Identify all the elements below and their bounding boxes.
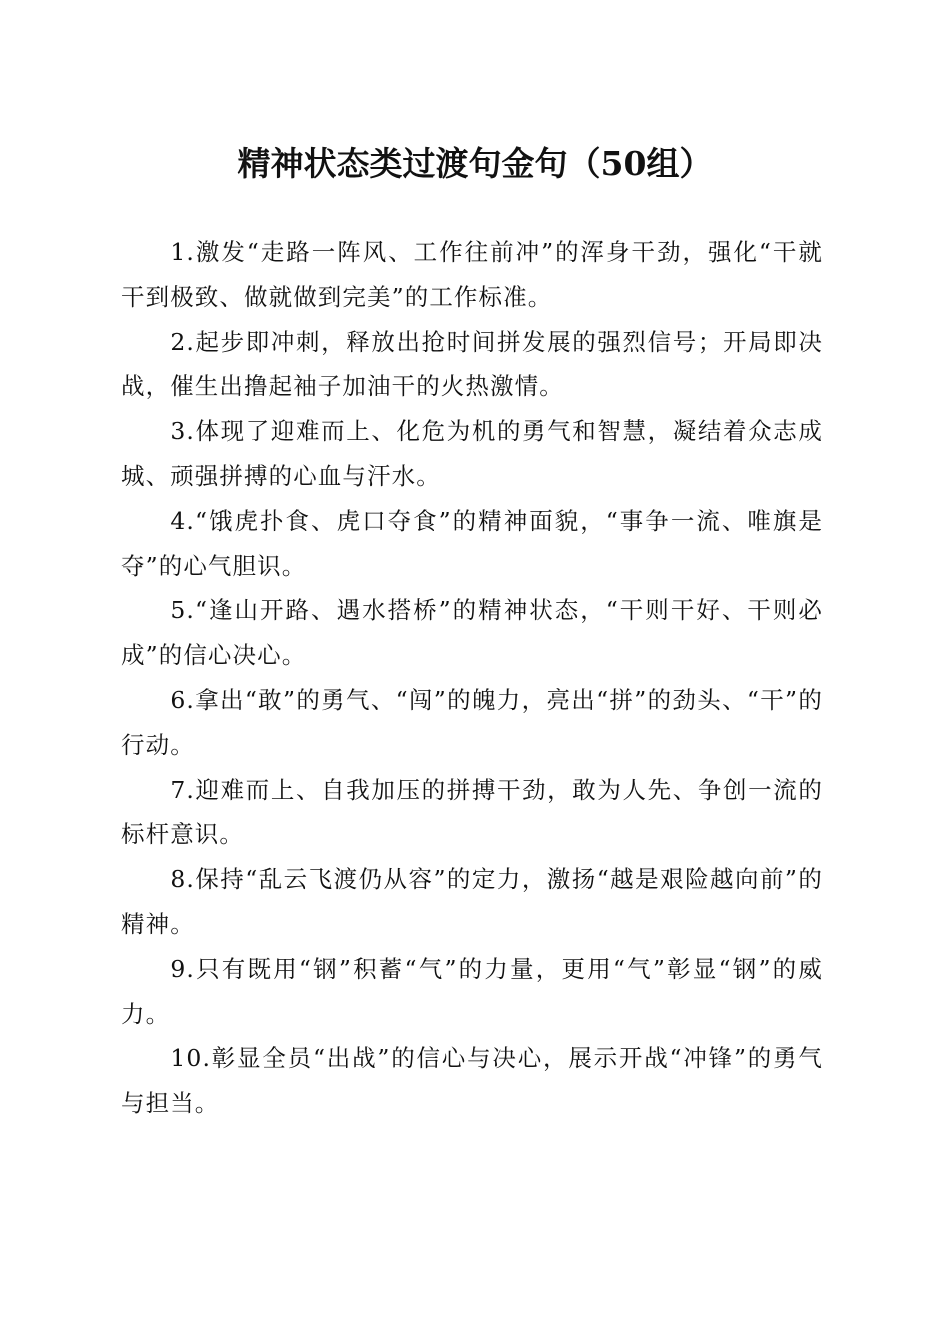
paragraph-10: 10.彰显全员“出战”的信心与决心，展示开战“冲锋”的勇气与担当。: [121, 1044, 823, 1118]
document-title: 精神状态类过渡句金句（50组）: [237, 144, 713, 183]
paragraph-9: 9.只有既用“钢”积蓄“气”的力量，更用“气”彰显“钢”的威力。: [121, 954, 823, 1028]
document-body: [121, 230, 823, 1126]
paragraph-7: 7.迎难而上、自我加压的拼搏干劲，敢为人先、争创一流的标杆意识。: [121, 775, 823, 849]
paragraph-8: 8.保持“乱云飞渡仍从容”的定力，激扬“越是艰险越向前”的精神。: [121, 865, 823, 938]
paragraph-2: 2.起步即冲刺，释放出抢时间拼发展的强烈信号；开局即决战，催生出撸起袖子加油干的火热激情。: [121, 327, 823, 401]
paragraph-6: 6.拿出“敢”的勇气、“闯”的魄力，亮出“拼”的劲头、“干”的行动。: [121, 685, 823, 759]
paragraph-5: 5.“逢山开路、遇水搭桥”的精神状态，“干则干好、干则必成”的信心决心。: [121, 596, 823, 670]
paragraph-3: 3.体现了迎难而上、化危为机的勇气和智慧，凝结着众志成城、顽强拼搏的心血与汗水。: [121, 417, 823, 490]
paragraph-1: 1.激发“走路一阵风、工作往前冲”的浑身干劲，强化“干就干到极致、做就做到完美”的工作标准。: [121, 238, 823, 311]
paragraph-4: 4.“饿虎扑食、虎口夺食”的精神面貌，“事争一流、唯旗是夺”的心气胆识。: [121, 506, 823, 580]
